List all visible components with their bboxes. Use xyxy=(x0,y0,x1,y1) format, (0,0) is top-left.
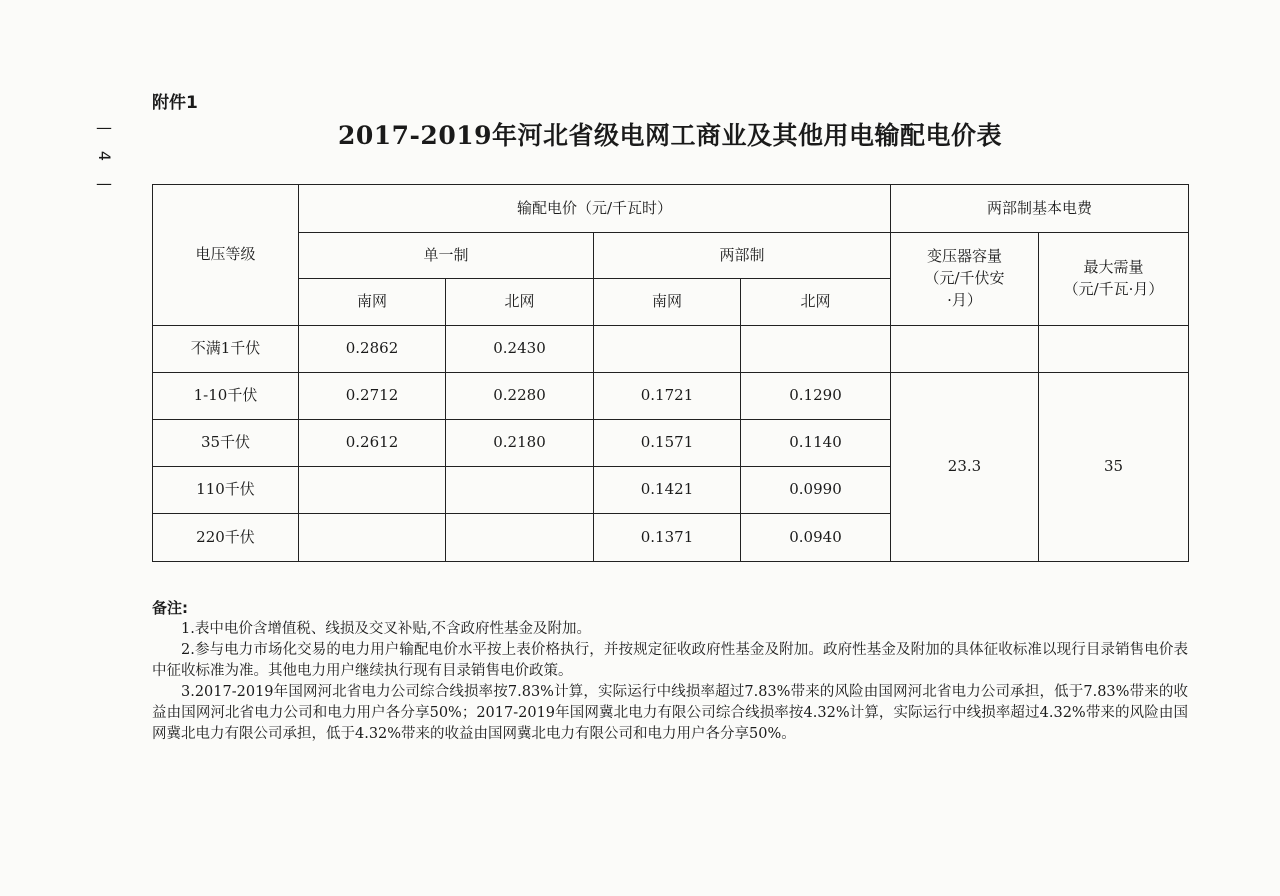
single-south-cell: 0.2612 xyxy=(299,420,446,467)
price-group-header: 输配电价（元/千瓦时） xyxy=(299,185,891,233)
note-item: 3.2017-2019年国网河北省电力公司综合线损率按7.83%计算，实际运行中线损率超过7.83%带来的风险由国网河北省电力公司承担，低于7.83%带来的收益由国网河北省电力公司和电力用户各分享50%；2017-2019年国网冀北电力有限公司综合线损率按4.32%计算，实际运行中线损率超过4.32%带来的风险由国网冀北电力有限公司承担，低于4.32%带来的收益由国网冀北电力有限公司和电力用户各分享50%。 xyxy=(152,684,1188,742)
page-number-digit: 4 xyxy=(95,150,114,162)
page-number-dash-bottom: — xyxy=(96,174,112,193)
two-south-cell xyxy=(594,326,741,373)
voltage-cell: 1-10千伏 xyxy=(153,373,299,420)
single-north-cell xyxy=(446,467,594,514)
two-north-cell: 0.0940 xyxy=(741,514,891,562)
two-south-cell: 0.1371 xyxy=(594,514,741,562)
two-north-cell xyxy=(741,326,891,373)
single-north-cell xyxy=(446,514,594,562)
transformer-capacity-header: 变压器容量 （元/千伏安 ·月） xyxy=(891,233,1039,326)
max-demand-header: 最大需量 （元/千瓦·月） xyxy=(1039,233,1189,326)
two-south-header: 南网 xyxy=(594,279,741,326)
note-item: 1.表中电价含增值税、线损及交叉补贴,不含政府性基金及附加。 xyxy=(181,621,591,637)
notes-label: 备注: xyxy=(152,599,188,617)
voltage-header: 电压等级 xyxy=(153,185,299,326)
two-south-cell: 0.1571 xyxy=(594,420,741,467)
voltage-cell: 220千伏 xyxy=(153,514,299,562)
two-part-system-header: 两部制 xyxy=(594,233,891,279)
page-number-dash-top: — xyxy=(96,118,112,137)
note-item: 2.参与电力市场化交易的电力用户输配电价水平按上表价格执行，并按规定征收政府性基金及附加。政府性基金及附加的具体征收标准以现行目录销售电价表中征收标准为准。其他电力用户继续执行现有目录销售电价政策。 xyxy=(152,642,1188,679)
table-row xyxy=(153,326,1189,373)
attachment-label: 附件1 xyxy=(152,93,198,113)
transformer-capacity-value: 23.3 xyxy=(891,373,1039,562)
single-south-cell: 0.2712 xyxy=(299,373,446,420)
two-north-cell: 0.1140 xyxy=(741,420,891,467)
single-south-header: 南网 xyxy=(299,279,446,326)
single-north-cell: 0.2180 xyxy=(446,420,594,467)
basic-fee-header: 两部制基本电费 xyxy=(891,185,1189,233)
two-south-cell: 0.1721 xyxy=(594,373,741,420)
single-north-cell: 0.2430 xyxy=(446,326,594,373)
single-south-cell: 0.2862 xyxy=(299,326,446,373)
single-system-header: 单一制 xyxy=(299,233,594,279)
two-north-cell: 0.1290 xyxy=(741,373,891,420)
max-demand-value: 35 xyxy=(1039,373,1189,562)
notes-section xyxy=(152,598,1188,745)
table-subheader-row xyxy=(153,233,1189,279)
voltage-cell: 35千伏 xyxy=(153,420,299,467)
single-south-cell xyxy=(299,514,446,562)
voltage-cell: 110千伏 xyxy=(153,467,299,514)
single-south-cell xyxy=(299,467,446,514)
transformer-capacity-empty-cell xyxy=(891,326,1039,373)
voltage-cell: 不满1千伏 xyxy=(153,326,299,373)
table-row xyxy=(153,373,1189,420)
document-title: 2017-2019年河北省级电网工商业及其他用电输配电价表 xyxy=(337,121,1003,150)
two-south-cell: 0.1421 xyxy=(594,467,741,514)
table-header-row xyxy=(153,185,1189,233)
single-north-header: 北网 xyxy=(446,279,594,326)
page-number xyxy=(92,116,116,196)
single-north-cell: 0.2280 xyxy=(446,373,594,420)
two-north-cell: 0.0990 xyxy=(741,467,891,514)
max-demand-empty-cell xyxy=(1039,326,1189,373)
two-north-header: 北网 xyxy=(741,279,891,326)
price-table xyxy=(152,184,1189,562)
